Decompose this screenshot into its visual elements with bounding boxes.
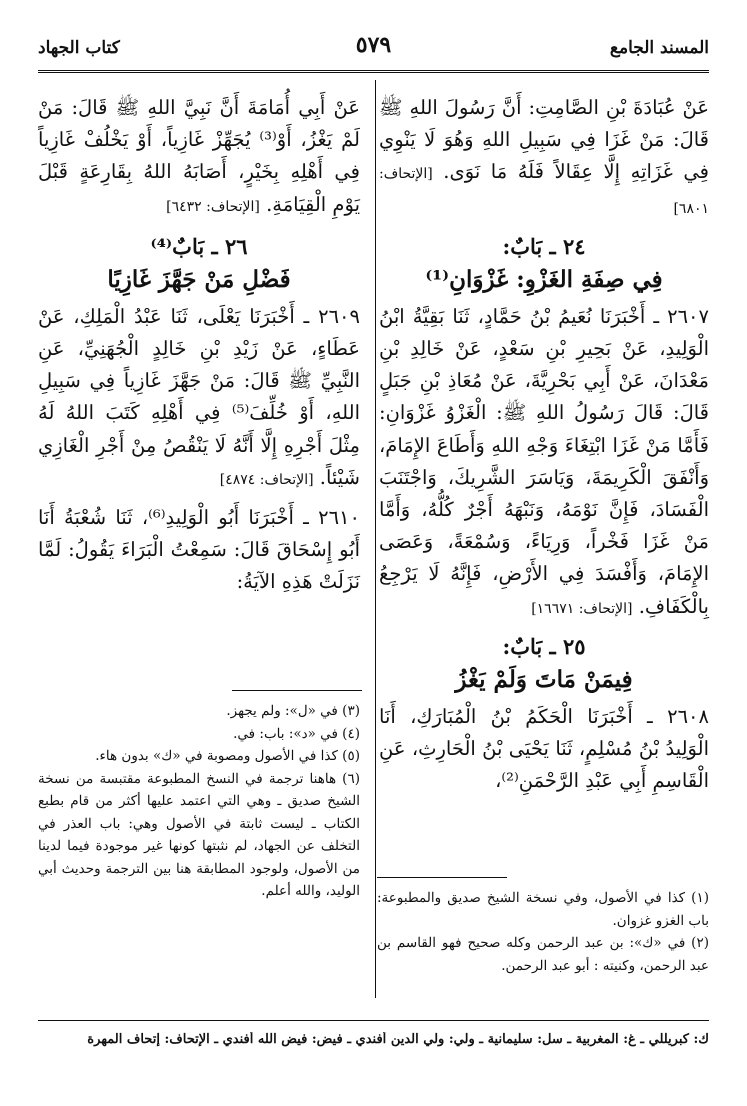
ithaf-ref: [الإتحاف: ١٦٦٧١] bbox=[531, 600, 633, 617]
ithaf-ref: [الإتحاف: ٦٨٠١] bbox=[379, 166, 709, 217]
chapter-title: كتاب الجهاد bbox=[38, 38, 120, 58]
left-column bbox=[38, 92, 360, 599]
footnote-separator bbox=[377, 877, 507, 878]
chapter-heading: فِيمَنْ مَاتَ وَلَمْ يَغْزُ bbox=[455, 665, 633, 693]
header-rule bbox=[38, 70, 709, 73]
hadith-text: عَنْ عُبَادَةَ بْنِ الصَّامِتِ: أَنَّ رَسُولَ اللهِ ﷺ قَالَ: مَنْ غَزَا فِي سَبِيلِ اللهِ وَهُوَ لَا يَنْوِي فِي غَزَاتِهِ إِلَّا عِقَالاً فَلَهُ مَا نَوَى. [الإتحاف: ٦٨٠١] bbox=[379, 96, 709, 217]
column-divider bbox=[375, 80, 376, 998]
hadith-2608: ٢٦٠٨ ـ أَخْبَرَنَا الْحَكَمُ بْنُ الْمُبَارَكِ، أَنَا الْوَلِيدُ بْنُ مُسْلِمٍ، ثَنَا يَحْيَى بْنُ الْحَارِثِ، عَنِ الْقَاسِمِ أَبِي عَبْدِ الرَّحْمَنِ⁽²⁾، bbox=[379, 704, 709, 793]
ithaf-ref: [الإتحاف: ٦٤٣٢] bbox=[166, 198, 260, 215]
page-header bbox=[38, 30, 709, 66]
ithaf-ref: [الإتحاف: ٤٨٧٤] bbox=[219, 471, 314, 488]
chapter-number: ٢٥ ـ بَابٌ: bbox=[502, 633, 586, 659]
footnote: (٦) هاهنا ترجمة في النسخ المطبوعة مقتبسة من نسخة الشيخ صديق ـ وهي التي اعتمد عليها أكثر من قام بطبع الكتاب ـ ليست ثابتة في الأصول وهي: باب العذر في التخلف عن الجهاد، لم نثبتها كونها غير موجودة فيما لدينا من الأصول، ولوجود المطابقة هنا بين الترجمة وحديث أبي الوليد، والله أعلم. bbox=[38, 770, 360, 899]
footnote: (٢) في «ك»: بن عبد الرحمن وكله صحيح فهو القاسم بن عبد الرحمن، وكنيته : أبو عبد الرحمن. bbox=[377, 935, 709, 974]
right-column bbox=[379, 92, 709, 797]
footnotes-left bbox=[38, 700, 360, 903]
book-title: المسند الجامع bbox=[609, 38, 709, 58]
chapter-number: ٢٤ ـ بَابٌ: bbox=[502, 233, 586, 259]
footnote: (٥) كذا في الأصول ومصوبة في «ك» بدون هاء. bbox=[95, 748, 360, 764]
hadith-2607: ٢٦٠٧ ـ أَخْبَرَنَا نُعَيمُ بْنُ حَمَّادٍ، ثَنَا بَقِيَّةُ ابْنُ الْوَلِيدِ، عَنْ بَحِيرِ بْنِ سَعْدٍ، عَنْ خَالِدِ بْنِ مَعْدَانَ، عَنْ أَبِي بَحْرِيَّةَ، عَنْ مُعَاذِ بْنِ جَبَلٍ قَالَ: قَالَ رَسُولُ اللهِ ﷺ: الْغَزْوُ غَزْوَانِ: فَأَمَّا مَنْ غَزَا ابْتِغَاءَ وَجْهِ اللهِ وَأَطَاعَ الإِمَامَ، وَأَنْفَقَ الْكَرِيمَةَ، وَيَاسَرَ الشَّرِيكَ، وَاجْتَنَبَ الْفَسَادَ، فَإِنَّ نَوْمَهُ، وَنَبْهَهُ أَجْرٌ كُلُّهُ، وَأَمَّا مَنْ غَزَا فَخْراً، وَرِيَاءً، وَسُمْعَةً، وَعَصَى الإِمَامَ، وَأَفْسَدَ فِي الأَرْضِ، فَإِنَّهُ لَا يَرْجِعُ بِالْكَفَافِ. [الإتحاف: ١٦٦٧١] bbox=[379, 304, 709, 618]
footnote: (٤) في «د»: باب: في. bbox=[233, 725, 360, 742]
chapter-number: ٢٦ ـ بَابٌ⁽⁴⁾ bbox=[150, 233, 248, 259]
footnote: (١) كذا في الأصول، وفي نسخة الشيخ صديق والمطبوعة: باب الغزو غزوان. bbox=[377, 890, 709, 929]
footnote-separator bbox=[232, 690, 362, 691]
manuscript-sigla: ك: كبريللي ـ غ: المغربية ـ سل: سليمانية ـ ولي: ولي الدين أفندي ـ فيض: فيض الله أفندي ـ الإتحاف: إتحاف المهرة bbox=[87, 1032, 709, 1047]
page-number: ٥٧٩ bbox=[355, 32, 392, 58]
hadith-2610: ٢٦١٠ ـ أَخْبَرَنَا أَبُو الْوَلِيدِ⁽⁶⁾، ثَنَا شُعْبَةُ أَنَا أَبُو إِسْحَاقَ قَالَ: سَمِعْتُ الْبَرَاءَ يَقُولُ: لَمَّا نَزَلَتْ هَذِهِ الآيَةُ: bbox=[38, 506, 360, 594]
chapter-heading: فِي صِفَةِ الغَزْوِ: غَزْوَانِ⁽¹⁾ bbox=[425, 265, 663, 293]
chapter-heading: فَضْلِ مَنْ جَهَّزَ غَازِيًا bbox=[107, 265, 291, 293]
footer-rule bbox=[38, 1020, 709, 1021]
footnote: (٣) في «ل»: ولم يجهز. bbox=[226, 703, 360, 719]
footnotes-right bbox=[377, 887, 709, 977]
hadith-2609: ٢٦٠٩ ـ أَخْبَرَنَا يَعْلَى، ثَنَا عَبْدُ الْمَلِكِ، عَنْ عَطَاءٍ، عَنْ زَيْدِ بْنِ خَالِدٍ الْجُهَنِيِّ، عَنِ النَّبِيِّ ﷺ قَالَ: مَنْ جَهَّزَ غَازِياً فِي سَبِيلِ اللهِ، أَوْ خُلِّفَ⁽⁵⁾ فِي أَهْلِهِ كَتَبَ اللهُ لَهُ مِثْلَ أَجْرِهِ إِلَّا أَنَّهُ لَا يَنْقُصُ مِنْ أَجْرِ الْغَازِي شَيْئاً. [الإتحاف: ٤٨٧٤] bbox=[38, 304, 361, 489]
hadith-text: عَنْ أَبِي أُمَامَةَ أَنَّ نَبِيَّ اللهِ ﷺ قَالَ: مَنْ لَمْ يَغْزُ، أَوْ⁽³⁾ يُجَهِّزْ غَازِياً، أَوْ يَخْلُفْ غَازِياً فِي أَهْلِهِ بِخَيْرٍ، أَصَابَهُ اللهُ بِقَارِعَةٍ قَبْلَ يَوْمِ الْقِيَامَةِ. [الإتحاف: ٦٤٣٢] bbox=[38, 96, 360, 216]
